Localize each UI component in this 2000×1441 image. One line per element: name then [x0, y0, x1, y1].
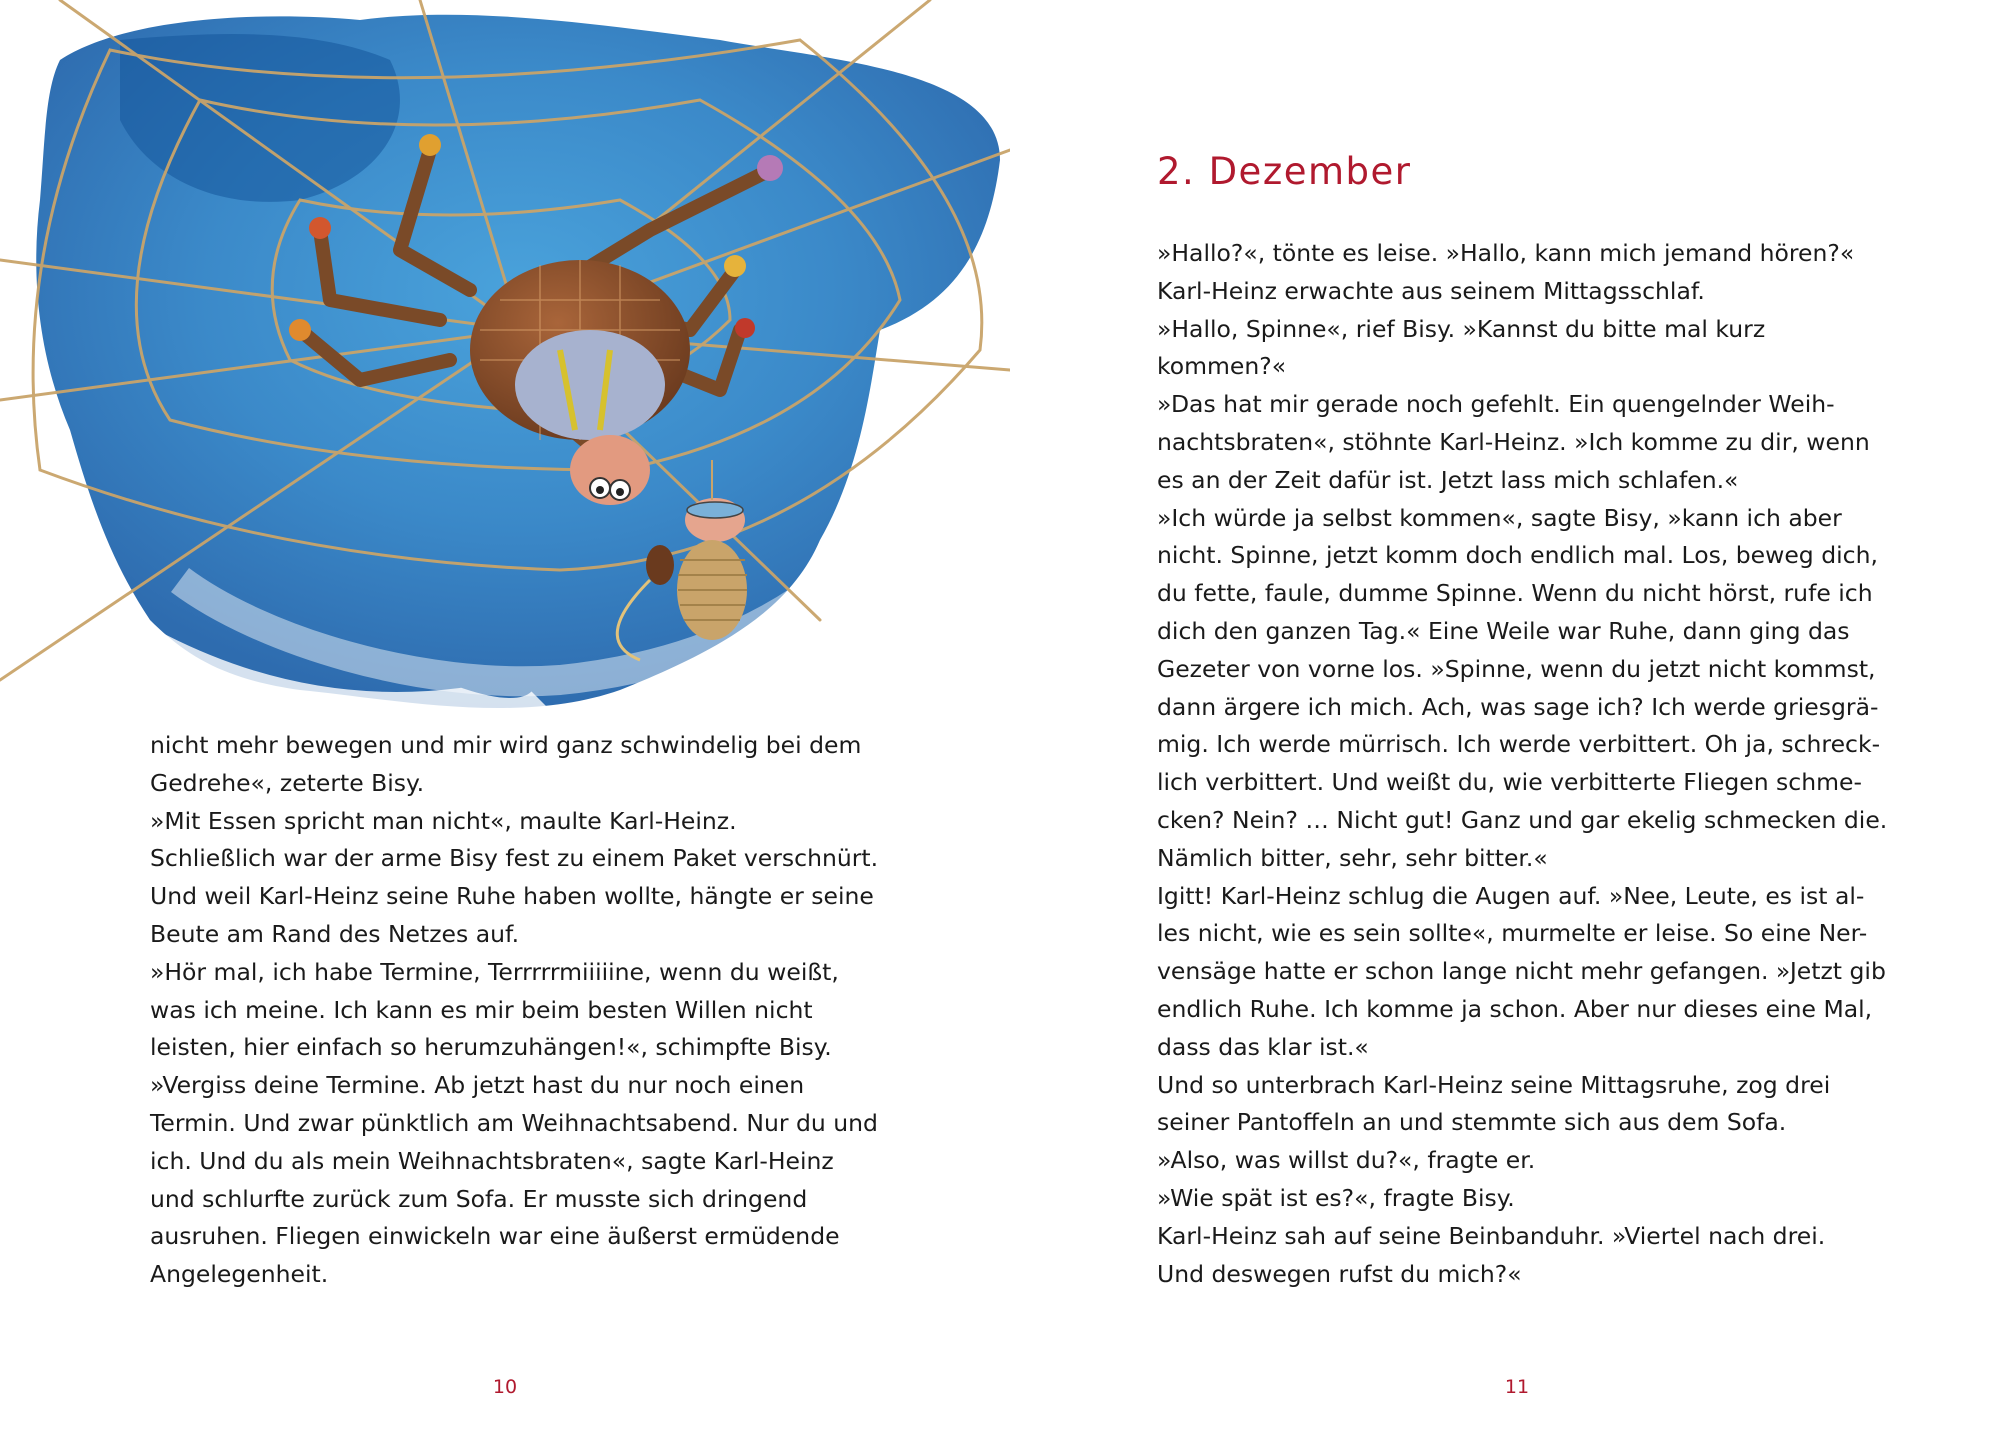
left-page-text — [150, 727, 878, 1294]
text-line: dann ärgere ich mich. Ach, was sage ich? Ich werde griesgrä- — [1157, 692, 1879, 721]
text-line: und schlurfte zurück zum Sofa. Er musste sich dringend — [150, 1184, 808, 1213]
text-line: dass das klar ist.« — [1157, 1032, 1369, 1061]
text-line: les nicht, wie es sein sollte«, murmelte er leise. So eine Ner- — [1157, 919, 1868, 948]
text-line: lich verbittert. Und weißt du, wie verbitterte Fliegen schme- — [1157, 768, 1862, 797]
text-line: kommen?« — [1157, 352, 1287, 381]
text-line: ausruhen. Fliegen einwickeln war eine äußerst ermüdende — [150, 1222, 840, 1251]
text-line: Angelegenheit. — [150, 1260, 329, 1289]
text-line: nicht mehr bewegen und mir wird ganz schwindelig bei dem — [150, 731, 862, 759]
text-line: »Vergiss deine Termine. Ab jetzt hast du nur noch einen — [150, 1071, 805, 1100]
page-number-left: 10 — [492, 1376, 518, 1398]
text-line: Und deswegen rufst du mich?« — [1157, 1259, 1522, 1288]
text-line: du fette, faule, dumme Spinne. Wenn du nicht hörst, rufe ich — [1157, 579, 1873, 608]
text-line: seiner Pantoffeln an und stemmte sich aus dem Sofa. — [1157, 1108, 1787, 1137]
text-line: nicht. Spinne, jetzt komm doch endlich mal. Los, beweg dich, — [1157, 541, 1878, 570]
text-line: vensäge hatte er schon lange nicht mehr gefangen. »Jetzt gib — [1157, 957, 1886, 986]
text-line: »Hallo?«, tönte es leise. »Hallo, kann mich jemand hören?« — [1157, 239, 1855, 267]
text-line: Gedrehe«, zeterte Bisy. — [150, 768, 425, 797]
text-line: cken? Nein? … Nicht gut! Ganz und gar ekelig schmecken die. — [1157, 805, 1888, 834]
text-line: Und weil Karl-Heinz seine Ruhe haben wollte, hängte er seine — [150, 882, 874, 911]
chapter-title: 2. Dezember — [1157, 150, 1412, 193]
text-line: Nämlich bitter, sehr, sehr bitter.« — [1157, 843, 1548, 872]
text-line: Igitt! Karl-Heinz schlug die Augen auf. »Nee, Leute, es ist al- — [1157, 881, 1865, 910]
text-line: »Das hat mir gerade noch gefehlt. Ein quengelnder Weih- — [1157, 390, 1835, 419]
page-number-right: 11 — [1504, 1376, 1530, 1398]
text-line: »Hör mal, ich habe Termine, Terrrrrmiiiiine, wenn du weißt, — [150, 957, 839, 986]
text-line: was ich meine. Ich kann es mir beim besten Willen nicht — [150, 995, 813, 1024]
text-line: Und so unterbrach Karl-Heinz seine Mittagsruhe, zog drei — [1157, 1070, 1831, 1099]
right-page-text — [1157, 235, 1887, 1293]
text-line: Schließlich war der arme Bisy fest zu einem Paket verschnürt. — [150, 844, 879, 873]
text-line: »Ich würde ja selbst kommen«, sagte Bisy, »kann ich aber — [1157, 503, 1842, 532]
text-line: Gezeter von vorne los. »Spinne, wenn du jetzt nicht kommst, — [1157, 654, 1876, 683]
text-line: »Also, was willst du?«, fragte er. — [1157, 1146, 1536, 1175]
text-line: leisten, hier einfach so herumzuhängen!«, schimpfte Bisy. — [150, 1033, 832, 1062]
text-line: »Wie spät ist es?«, fragte Bisy. — [1157, 1183, 1515, 1212]
text-line: Termin. Und zwar pünktlich am Weihnachtsabend. Nur du und — [150, 1108, 878, 1137]
text-line: Karl-Heinz erwachte aus seinem Mittagsschlaf. — [1157, 276, 1705, 305]
text-line: es an der Zeit dafür ist. Jetzt lass mich schlafen.« — [1157, 465, 1739, 494]
right-page — [1000, 0, 2000, 1441]
text-line: dich den ganzen Tag.« Eine Weile war Ruhe, dann ging das — [1157, 616, 1850, 645]
text-line: »Mit Essen spricht man nicht«, maulte Karl-Heinz. — [150, 806, 737, 835]
text-line: ich. Und du als mein Weihnachtsbraten«, sagte Karl-Heinz — [150, 1146, 834, 1175]
text-line: mig. Ich werde mürrisch. Ich werde verbittert. Oh ja, schreck- — [1157, 730, 1881, 759]
spider-web-illustration — [0, 0, 1010, 725]
text-line: Beute am Rand des Netzes auf. — [150, 919, 520, 948]
text-line: Karl-Heinz sah auf seine Beinbanduhr. »Viertel nach drei. — [1157, 1221, 1826, 1250]
text-line: nachtsbraten«, stöhnte Karl-Heinz. »Ich komme zu dir, wenn — [1157, 427, 1870, 456]
text-line: »Hallo, Spinne«, rief Bisy. »Kannst du bitte mal kurz — [1157, 314, 1766, 343]
text-line: endlich Ruhe. Ich komme ja schon. Aber nur dieses eine Mal, — [1157, 994, 1873, 1023]
